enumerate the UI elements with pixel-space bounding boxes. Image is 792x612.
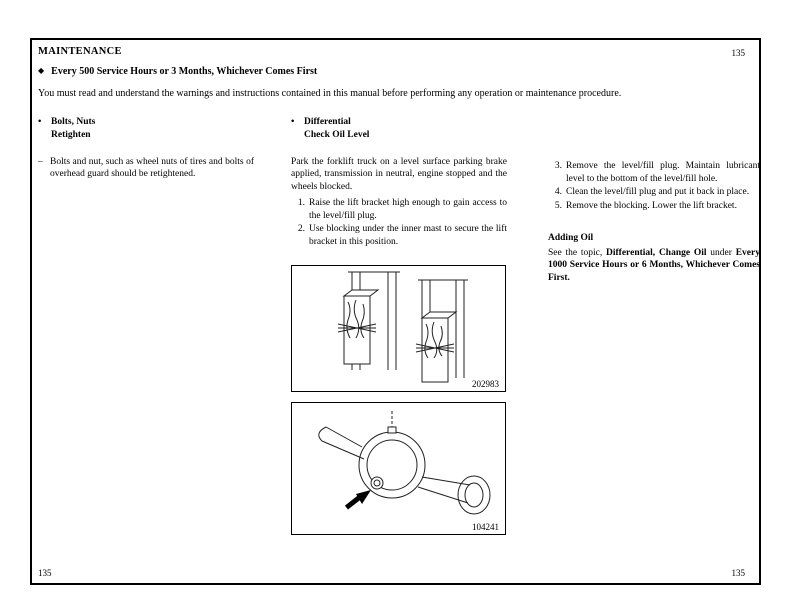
page-number-bottom-left: 135 <box>38 568 52 578</box>
page-border-frame <box>30 38 761 585</box>
differential-steps-1-2 <box>291 197 507 248</box>
adding-oil-paragraph <box>548 247 760 285</box>
section-heading: MAINTENANCE <box>38 46 122 57</box>
adding-oil-interval: Every 1000 Service Hours or 6 Months, Whichever Comes First. <box>548 247 760 283</box>
step-text: Remove the blocking. Lower the lift bracket. <box>566 200 737 211</box>
step-text: Use blocking under the inner mast to secure the lift bracket in this position. <box>309 224 507 247</box>
figure-number-label: 104241 <box>472 522 499 532</box>
step-item <box>291 223 507 248</box>
differential-heading-line2: Check Oil Level <box>304 129 370 140</box>
differential-heading <box>291 116 507 142</box>
step-item <box>548 160 760 185</box>
figure-mast-blocking <box>291 265 506 392</box>
bullet-icon: • <box>38 117 42 127</box>
step-item <box>291 197 507 222</box>
step-number: 5. <box>554 200 562 211</box>
adding-oil-heading: Adding Oil <box>548 233 594 244</box>
adding-oil-prefix: See the topic, <box>548 247 607 258</box>
page-number-bottom-right: 135 <box>731 568 745 578</box>
column-differential <box>291 116 507 248</box>
step-number: 1. <box>297 198 305 209</box>
bolts-nuts-heading-line2: Retighten <box>51 129 91 140</box>
dash-icon: – <box>38 156 43 167</box>
interval-title-row <box>38 66 317 77</box>
adding-oil-middle: under <box>706 247 736 258</box>
bolts-nuts-heading-line1: Bolts, Nuts <box>51 117 96 127</box>
bolts-nuts-body: Bolts and nut, such as wheel nuts of tires and bolts of overhead guard should be retightened. <box>50 156 254 180</box>
step-number: 3. <box>554 161 562 171</box>
bolts-nuts-item <box>38 156 254 181</box>
step-text: Clean the level/fill plug and put it back in place. <box>566 187 750 198</box>
differential-steps-3-5 <box>548 160 760 212</box>
page-number-top: 135 <box>731 48 745 58</box>
differential-body: Park the forklift truck on a level surface parking brake applied, transmission in neutral, engine stopped and the wheels blocked. <box>291 156 507 192</box>
step-number: 4. <box>554 187 562 198</box>
step-text: Raise the lift bracket high enough to gain access to the level/fill plug. <box>309 198 507 221</box>
adding-oil-topic: Differential, Change Oil <box>606 247 707 258</box>
bullet-icon: • <box>291 117 295 127</box>
bolts-nuts-heading <box>38 116 254 142</box>
mast-blocking-illustration <box>292 266 505 391</box>
figure-differential-plug <box>291 402 506 535</box>
plug-arrow-icon <box>345 490 371 510</box>
diamond-bullet-icon: ◆ <box>38 66 45 75</box>
warning-intro-text: You must read and understand the warnings and instructions contained in this manual before performing any operation or maintenance procedure. <box>38 88 622 99</box>
column-bolts-nuts <box>38 116 254 181</box>
figure-number-label: 202983 <box>472 379 499 389</box>
step-item <box>548 186 760 199</box>
step-text: Remove the level/fill plug. Maintain lubricant level to the bottom of the level/fill hole. <box>566 161 760 184</box>
step-number: 2. <box>297 224 305 235</box>
differential-illustration <box>292 403 505 534</box>
differential-heading-line1: Differential <box>304 117 351 127</box>
interval-title: Every 500 Service Hours or 3 Months, Whichever Comes First <box>51 66 318 77</box>
column-differential-continued <box>548 116 760 284</box>
step-item <box>548 200 760 213</box>
